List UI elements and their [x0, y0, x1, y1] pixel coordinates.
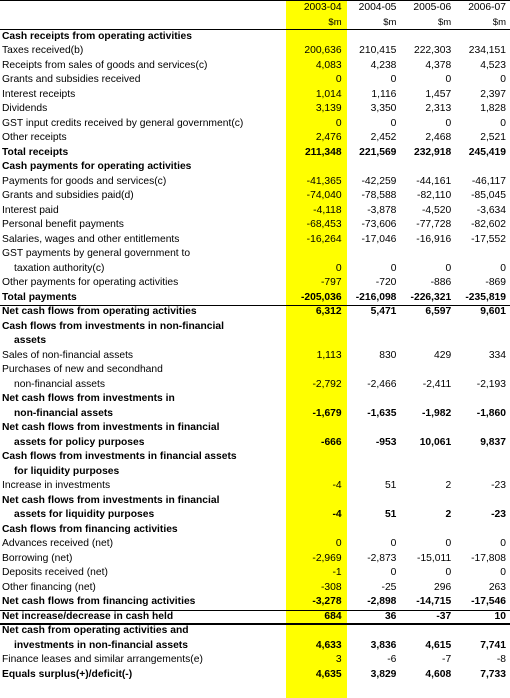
cell-value [455, 421, 510, 436]
cell-value [455, 30, 510, 45]
table-row [0, 392, 510, 407]
cell-value: -14,715 [416, 596, 452, 607]
table-row [0, 378, 510, 393]
cell-value: 0 [445, 117, 452, 129]
cell-value: -73,606 [361, 219, 397, 230]
table-row [0, 523, 510, 538]
row-label: Cash flows from investments in non-financial [2, 320, 224, 332]
cell-value: 6,312 [315, 306, 342, 317]
cell-value: -2,969 [312, 552, 342, 564]
cell-value: 0 [500, 567, 506, 578]
cell-value: 4,635 [315, 668, 342, 680]
cell-value: -44,161 [416, 175, 452, 187]
year-header: 2005-06 [413, 2, 452, 13]
cell-value: -17,046 [361, 233, 397, 245]
cell-value: -205,036 [300, 291, 342, 303]
cell-value [346, 624, 401, 639]
table-row [0, 189, 510, 204]
table-row [0, 117, 510, 132]
table-body [0, 30, 510, 683]
cell-value: -953 [375, 436, 397, 448]
row-label: Deposits received (net) [2, 567, 108, 578]
table-row [0, 363, 510, 378]
cell-value: -68,453 [306, 219, 342, 230]
cell-value: -46,117 [471, 175, 506, 187]
table-row [0, 262, 510, 277]
cell-value: 263 [488, 581, 506, 593]
row-label: non-financial assets [14, 407, 113, 419]
cell-value: -2,193 [476, 378, 506, 390]
table-row [0, 73, 510, 88]
cell-value: 5,471 [370, 306, 397, 317]
cell-value [285, 624, 346, 639]
row-label: Receipts from sales of goods and services(c) [2, 59, 208, 71]
row-label: non-financial assets [14, 378, 106, 390]
row-label: Other payments for operating activities [2, 277, 179, 288]
row-label: assets for liquidity purposes [14, 509, 155, 520]
cell-value: -16,916 [416, 233, 452, 245]
row-label: Interest receipts [2, 88, 76, 100]
unit-header: $m [492, 16, 506, 28]
cell-value: 232,918 [413, 146, 452, 158]
cell-value: -4,520 [422, 204, 452, 216]
table-row [0, 44, 510, 59]
table-row [0, 479, 510, 494]
cell-value: 0 [500, 538, 506, 549]
cell-value: -308 [321, 581, 342, 593]
cell-value [346, 450, 401, 465]
cell-value [455, 465, 510, 480]
cell-value: 1,014 [315, 88, 342, 100]
cell-value: 0 [335, 117, 342, 129]
cell-value: 3,829 [370, 668, 397, 680]
cell-value: 36 [384, 610, 397, 622]
cell-value: -226,321 [410, 291, 452, 303]
cell-value [346, 334, 401, 349]
cell-value: 296 [434, 581, 452, 593]
table-row [0, 581, 510, 596]
cell-value: 2,313 [425, 103, 452, 114]
cell-value [285, 392, 346, 407]
cell-value: 0 [335, 74, 342, 85]
cell-value: 0 [445, 567, 452, 578]
row-label: Grants and subsidies paid(d) [2, 190, 134, 201]
table-row [0, 407, 510, 422]
cell-value [285, 247, 346, 262]
cell-value: 830 [379, 349, 397, 361]
table-row [0, 668, 510, 683]
table-row [0, 465, 510, 480]
cell-value [400, 523, 455, 538]
cell-value [285, 320, 346, 335]
cell-value: 4,523 [480, 59, 506, 71]
cell-value: -17,546 [471, 596, 506, 607]
cell-value: 200,636 [304, 45, 342, 56]
table-row [0, 160, 510, 175]
cell-value: 0 [500, 117, 506, 129]
cell-value: 10 [494, 610, 506, 622]
table-row [0, 276, 510, 291]
year-header: 2004-05 [358, 2, 397, 13]
row-label: investments in non-financial assets [14, 639, 188, 651]
cell-value: -2,411 [422, 378, 452, 390]
cell-value: -77,728 [416, 219, 452, 230]
cell-value: 3,836 [370, 639, 397, 651]
cell-value [455, 392, 510, 407]
table-row [0, 421, 510, 436]
table-row [0, 88, 510, 103]
table-row [0, 653, 510, 668]
cell-value: -1 [332, 567, 342, 578]
cell-value [346, 363, 401, 378]
cell-value [285, 465, 346, 480]
cell-value [455, 523, 510, 538]
table-row [0, 624, 510, 639]
unit-header: $m [383, 16, 397, 28]
row-label: Sales of non-financial assets [2, 349, 134, 361]
row-label: Cash flows from financing activities [2, 523, 178, 535]
cell-value: 51 [384, 509, 397, 520]
cell-value: 4,633 [315, 639, 342, 651]
cell-value: -74,040 [306, 190, 342, 201]
cell-value: 10,061 [419, 436, 452, 448]
row-label: Payments for goods and services(c) [2, 175, 167, 187]
table-row [0, 436, 510, 451]
row-label: Interest paid [2, 204, 59, 216]
table-row [0, 305, 510, 320]
cell-value: 210,415 [359, 45, 397, 56]
table-row [0, 610, 510, 625]
row-label: Grants and subsidies received [2, 74, 141, 85]
row-label: Cash payments for operating activities [2, 161, 192, 172]
table-row [0, 450, 510, 465]
cell-value [400, 160, 455, 175]
cell-value: 4,083 [315, 59, 342, 71]
cell-value: -4 [332, 480, 342, 491]
header-row-units [0, 16, 510, 30]
cell-value [285, 494, 346, 509]
table-row [0, 639, 510, 654]
cell-value: -3,278 [312, 596, 342, 607]
cell-value [346, 421, 401, 436]
row-label: Net cash from operating activities and [2, 625, 189, 636]
cell-value [455, 334, 510, 349]
table-row [0, 247, 510, 262]
cell-value [285, 334, 346, 349]
cell-value [400, 30, 455, 45]
cell-value: -17,552 [471, 233, 506, 245]
cell-value [285, 421, 346, 436]
row-label: for liquidity purposes [14, 465, 120, 477]
cell-value: 0 [335, 538, 342, 549]
cell-value: 0 [445, 538, 452, 549]
cell-value: -235,819 [465, 291, 506, 303]
row-label: GST input credits received by general government(c) [2, 117, 244, 129]
cell-value: -8 [496, 654, 506, 665]
row-label: Equals surplus(+)/deficit(-) [2, 668, 133, 680]
cell-value: 0 [445, 262, 452, 274]
cell-value: -37 [436, 610, 452, 622]
cell-value: -78,588 [361, 190, 397, 201]
cell-value: 684 [324, 610, 342, 622]
cell-value: -4,118 [313, 204, 342, 216]
table-row [0, 552, 510, 567]
cell-value: 2,397 [480, 88, 506, 100]
cell-value [400, 450, 455, 465]
row-label: Taxes received(b) [2, 45, 84, 56]
cell-value: 0 [445, 74, 452, 85]
row-label: assets for policy purposes [14, 436, 145, 448]
cell-value: -6 [387, 654, 397, 665]
cell-value: -2,792 [312, 378, 342, 390]
cell-value: -15,011 [417, 552, 452, 564]
header-row-years [0, 0, 510, 16]
cell-value: -82,110 [417, 190, 452, 201]
row-label: Personal benefit payments [2, 219, 124, 230]
cell-value: 9,837 [480, 436, 506, 448]
cell-value: -41,365 [306, 175, 342, 187]
cell-value: -16,264 [306, 233, 342, 245]
cell-value: 429 [434, 349, 452, 361]
table-row [0, 30, 510, 45]
table-row [0, 508, 510, 523]
cell-value: -666 [321, 436, 342, 448]
row-label: Increase in investments [2, 480, 111, 491]
cell-value: 234,151 [468, 45, 506, 56]
table-row [0, 102, 510, 117]
row-label: assets [14, 335, 47, 346]
cell-value: 0 [390, 74, 397, 85]
cell-value: 4,238 [370, 59, 397, 71]
cell-value [455, 160, 510, 175]
cell-value: 334 [488, 349, 506, 361]
table-row [0, 291, 510, 306]
table-row [0, 233, 510, 248]
row-label: Net increase/decrease in cash held [2, 610, 174, 622]
cell-value: 0 [335, 262, 342, 274]
cell-value [346, 160, 401, 175]
table-row [0, 566, 510, 581]
cell-value: -1,679 [312, 407, 342, 419]
cell-value [346, 523, 401, 538]
cell-value [285, 363, 346, 378]
cell-value: 4,615 [425, 639, 452, 651]
cell-value [400, 624, 455, 639]
cell-value: 1,116 [371, 88, 397, 100]
cell-value: -720 [375, 277, 397, 288]
cell-value: 2,452 [370, 132, 397, 143]
cell-value [455, 247, 510, 262]
cell-value: 1,113 [316, 349, 342, 361]
cell-value: -1,982 [422, 407, 452, 419]
cell-value: 2,476 [315, 132, 342, 143]
cell-value: 2,521 [480, 132, 506, 143]
table-row [0, 175, 510, 190]
cell-value [346, 392, 401, 407]
row-label: Cash receipts from operating activities [2, 30, 192, 42]
cell-value: 2,468 [425, 132, 452, 143]
cell-value: 2 [445, 509, 452, 520]
cell-value: 51 [384, 480, 397, 491]
row-label: Net cash flows from operating activities [2, 306, 197, 317]
year-header: 2006-07 [468, 2, 506, 13]
year-header: 2003-04 [303, 2, 342, 13]
table-row [0, 320, 510, 335]
cell-value [400, 392, 455, 407]
cell-value: -1,635 [367, 407, 397, 419]
cell-value: -82,602 [471, 219, 506, 230]
row-label: Net cash flows from investments in financial [2, 422, 220, 433]
cell-value: 0 [390, 567, 397, 578]
cell-value: -797 [321, 277, 342, 288]
cell-value: 0 [500, 74, 506, 85]
cell-value [346, 30, 401, 45]
cell-value [400, 320, 455, 335]
cell-value [400, 465, 455, 480]
cell-value [455, 624, 510, 639]
cell-value: -886 [430, 277, 452, 288]
cell-value: 7,741 [480, 639, 506, 651]
row-label: taxation authority(c) [14, 262, 105, 274]
cell-value [346, 494, 401, 509]
cell-value: -4 [332, 509, 342, 520]
unit-header: $m [438, 16, 452, 28]
row-label: Borrowing (net) [2, 552, 73, 564]
cell-value: 3 [335, 654, 342, 665]
table-row [0, 131, 510, 146]
cell-value: 1,828 [480, 103, 506, 114]
cell-value: -2,898 [367, 596, 397, 607]
row-label: Net cash flows from investments in [2, 393, 175, 404]
cell-value: -23 [491, 480, 506, 491]
cell-value: 245,419 [468, 146, 506, 158]
cell-value: 0 [390, 262, 397, 274]
row-label: GST payments by general government to [2, 248, 191, 259]
cell-value [400, 363, 455, 378]
row-label: Dividends [2, 103, 48, 114]
table-row [0, 146, 510, 161]
row-label: Other receipts [2, 132, 67, 143]
table-row [0, 334, 510, 349]
cell-value: -3,634 [476, 204, 506, 216]
cell-value: -869 [485, 277, 506, 288]
cell-value [400, 334, 455, 349]
cell-value: 211,348 [304, 146, 342, 158]
cell-value [400, 247, 455, 262]
cell-value [346, 320, 401, 335]
cell-value: 7,733 [480, 668, 506, 680]
cell-value: 9,601 [480, 306, 506, 317]
cell-value [346, 465, 401, 480]
cell-value: -7 [442, 654, 452, 665]
cell-value: 4,608 [425, 668, 452, 680]
row-label: Net cash flows from financing activities [2, 596, 196, 607]
table-row [0, 595, 510, 610]
cell-value: -3,878 [367, 204, 397, 216]
cell-value: 221,569 [359, 146, 397, 158]
row-label: Advances received (net) [2, 538, 114, 549]
cell-value: -17,808 [471, 552, 506, 564]
cell-value: 0 [500, 262, 506, 274]
cell-value: 3,350 [370, 103, 397, 114]
cell-value [285, 160, 346, 175]
cell-value: -1,860 [476, 407, 506, 419]
cell-value: -2,873 [367, 552, 397, 564]
cell-value [285, 30, 346, 45]
cell-value: -23 [491, 509, 506, 520]
row-label: Total payments [2, 291, 77, 303]
table-row [0, 494, 510, 509]
cell-value [346, 247, 401, 262]
cell-value [400, 494, 455, 509]
row-label: Cash flows from investments in financial assets [2, 451, 237, 462]
cell-value: 1,457 [425, 88, 452, 100]
cell-value: -42,259 [361, 175, 397, 187]
cell-value [455, 320, 510, 335]
cell-value [455, 494, 510, 509]
cell-value: 0 [390, 117, 397, 129]
table-row [0, 59, 510, 74]
row-label: Other financing (net) [2, 581, 96, 593]
cell-value: 2 [445, 480, 452, 491]
cell-value [455, 450, 510, 465]
row-label: Salaries, wages and other entitlements [2, 233, 180, 245]
cell-value: -2,466 [367, 378, 397, 390]
cell-value: -85,045 [471, 190, 506, 201]
cell-value [285, 450, 346, 465]
unit-header: $m [328, 16, 342, 28]
cell-value: -216,098 [355, 291, 397, 303]
cell-value [285, 523, 346, 538]
cell-value: 0 [390, 538, 397, 549]
row-label: Total receipts [2, 146, 69, 158]
table-row [0, 349, 510, 364]
cell-value: 222,303 [413, 45, 452, 56]
cell-value: 4,378 [425, 59, 452, 71]
cell-value [400, 421, 455, 436]
cell-value: -25 [381, 581, 397, 593]
cell-value: 3,139 [315, 103, 342, 114]
row-label: Purchases of new and secondhand [2, 364, 163, 375]
cell-value: 6,597 [425, 306, 452, 317]
table-row [0, 537, 510, 552]
table-row [0, 218, 510, 233]
row-label: Net cash flows from investments in financial [2, 494, 220, 506]
table-row [0, 204, 510, 219]
cell-value [455, 363, 510, 378]
row-label: Finance leases and similar arrangements(e) [2, 654, 203, 665]
